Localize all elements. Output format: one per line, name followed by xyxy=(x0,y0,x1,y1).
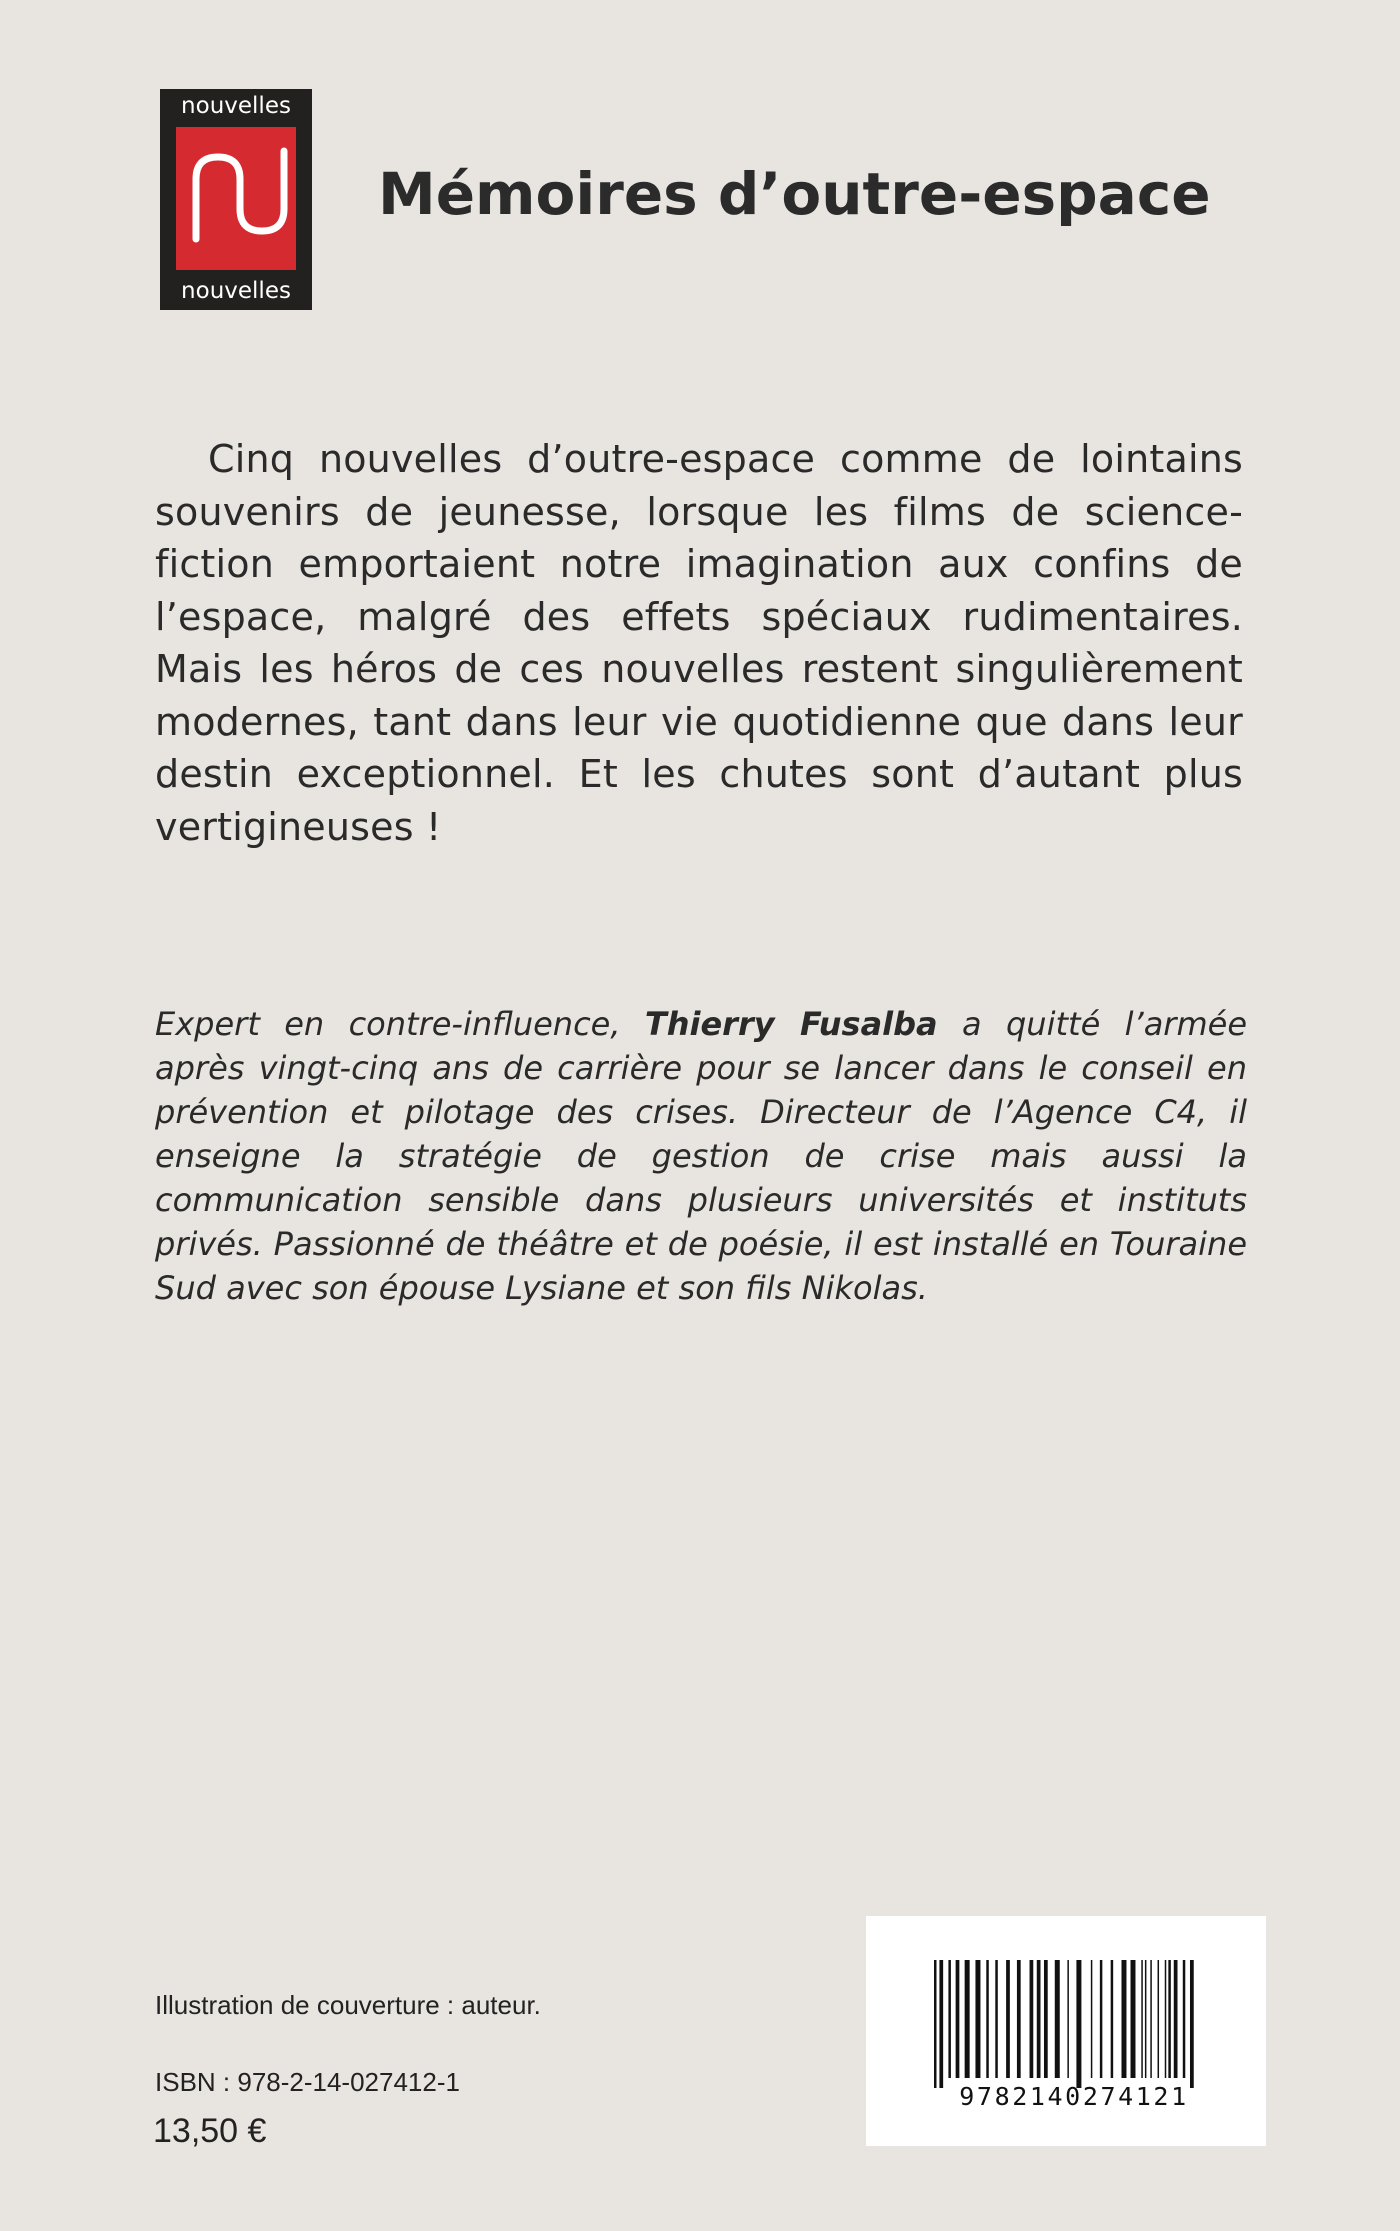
barcode-bar xyxy=(1111,1960,1114,2078)
barcode-bar xyxy=(956,1960,960,2078)
logo-monogram xyxy=(176,127,296,270)
barcode-bar xyxy=(1168,1960,1171,2078)
barcode-bar xyxy=(948,1960,951,2078)
author-name: Thierry Fusalba xyxy=(644,1005,938,1043)
barcode-bar xyxy=(1131,1960,1136,2078)
barcode-bar xyxy=(965,1960,970,2078)
barcode-bar xyxy=(986,1960,989,2078)
barcode-bar xyxy=(934,1960,937,2088)
barcode-bar xyxy=(1190,1960,1194,2088)
isbn: ISBN : 978-2-14-027412-1 xyxy=(155,2067,460,2097)
barcode-bar xyxy=(1091,1960,1093,2078)
nu-monogram-icon xyxy=(176,127,296,270)
barcode-bar xyxy=(1141,1960,1143,2078)
barcode-bar xyxy=(1044,1960,1048,2078)
barcode-bar xyxy=(1037,1960,1041,2078)
barcode-bar xyxy=(1006,1960,1010,2078)
barcode-bar xyxy=(1076,1960,1081,2088)
barcode-bar xyxy=(1174,1960,1178,2078)
book-title: Mémoires d’outre-espace xyxy=(378,160,1211,228)
book-blurb: Cinq nouvelles d’outre-espace comme de lointains souvenirs de jeunesse, lorsque les films de science-fiction emportaient notre imagination aux confins de l’espace, malgré des effets spéciaux rudimentaires. Mais les héros de ces nouvelles restent singulièrement modernes, tant dans leur vie quotidienne que dans leur destin exceptionnel. Et les chutes sont d’autant plus vertigineuses ! xyxy=(155,437,1243,849)
barcode-bar xyxy=(1150,1960,1152,2078)
barcode-bars-icon xyxy=(934,1960,1199,2088)
bio-text: a quitté l’armée après vingt-cinq ans de carrière pour se lancer dans le conseil en prévention et pilotage des crises. Directeur de l’Agence C4, il enseigne la stratégie de gestion de crise mais aussi la communication sensible dans plusieurs universités et instituts privés. Passionné de théâtre et de poésie, il est installé en Touraine Sud avec son épouse Lysiane et son fils Nikolas. xyxy=(155,1005,1247,1307)
barcode-digits: 9782140274121 xyxy=(959,2082,1189,2111)
cover-illustration-credit: Illustration de couverture : auteur. xyxy=(155,1990,541,2020)
barcode-bar xyxy=(1183,1960,1186,2078)
barcode-bar xyxy=(995,1960,998,2078)
barcode-bar xyxy=(1030,1960,1034,2078)
barcode-bar xyxy=(1055,1960,1060,2078)
price: 13,50 € xyxy=(153,2112,267,2150)
logo-bottom-text: nouvelles xyxy=(181,278,291,304)
barcode-bar xyxy=(1145,1960,1147,2078)
barcode-bar xyxy=(1067,1960,1069,2078)
publisher-logo xyxy=(160,89,312,310)
logo-top-text: nouvelles xyxy=(181,93,291,119)
barcode-bar xyxy=(975,1960,980,2078)
barcode-bar xyxy=(1158,1960,1160,2078)
barcode xyxy=(866,1916,1266,2146)
barcode-bar xyxy=(1100,1960,1103,2078)
barcode-bar xyxy=(1165,1960,1167,2078)
barcode-bar xyxy=(939,1960,943,2088)
barcode-bar xyxy=(1121,1960,1126,2078)
bio-intro: Expert en contre-influence, xyxy=(155,1005,645,1043)
barcode-bar xyxy=(1017,1960,1021,2078)
author-bio xyxy=(155,1002,1247,1310)
